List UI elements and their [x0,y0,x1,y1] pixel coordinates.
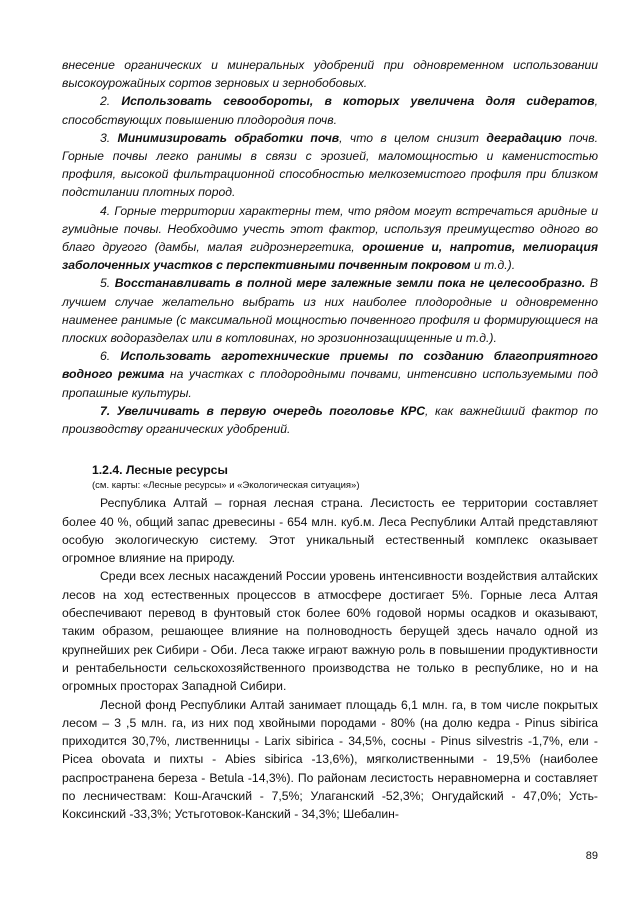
section-gap [62,438,598,462]
page-number: 89 [585,850,598,862]
section-heading: 1.2.4. Лесные ресурсы [92,463,228,478]
paragraph-3: 3. Минимизировать обработки почв, что в целом снизит деградацию почв. Горные почвы легко ранимы в связи с эрозией, маломощностью и каменистостью профиля, высокой фильтрационной способностью мелкоземистого профиля при близком подстилании плотных пород. [62,130,598,200]
section-subnote: (см. карты: «Лесные ресурсы» и «Экологическая ситуация») [92,480,360,492]
paragraph-5: 5. Восстанавливать в полной мере залежные земли пока не целесообразно. В лучшем случае желательно выбрать из них наиболее плодородные и одновременно наименее ранимые (с максимальной мощностью почвенного профиля и формирующиеся на плоских водоразделах или в котловинах, но эрозионнозащищенные и т.д.). [62,276,598,346]
paragraph-7: 7. Увеличивать в первую очередь поголовье КРС, как важнейший фактор по производству органических удобрений. [62,403,598,437]
page-content [62,56,598,824]
paragraph-2: 2. Использовать севообороты, в которых увеличена доля сидератов, способствующих повышению плодородия почв. [62,94,598,127]
paragraph-0: внесение органических и минеральных удобрений при одновременном использовании высокоурожайных сортов зерновых и зернобобовых. [62,58,598,91]
paragraph-4: 4. Горные территории характерны тем, что рядом могут встречаться аридные и гумидные почвы. Необходимо учесть этот фактор, используя преимущество одного во благо другого (дамбы, малая гидроэнергетика, орошение и, напротив, мелиорация заболоченных участков с перспективными почвенным покровом и т.д.). [62,203,599,273]
forest-paragraph-2: Среди всех лесных насаждений России уровень интенсивности воздействия алтайских лесов на ход естественных процессов в атмосфере достигает 5%. Горные леса Алтая обеспечивают перевод в фунтовый сток более 60% годовой нормы осадков и оказывают, таким образом, решающее влияние на полноводность берущей здесь начало одной из крупнейших рек Сибири - Оби. Леса также играют важную роль в повышении продуктивности и рентабельности сельскохозяйственного производства не только в республике, но и на огромных просторах Западной Сибири. [62,569,598,694]
forest-paragraph-3: Лесной фонд Республики Алтай занимает площадь 6,1 млн. га, в том числе покрытых лесом – 3 ,5 млн. га, из них под хвойными породами - 80% (на долю кедра - Pinus sibirica приходится 30,7%, лиственницы - Larix sibirica - 34,5%, сосны - Pinus silvestris -1,7%, ели - Picea obovata и пихты - Abies sibirica -13,6%), мягколиственными - 19,5% (наиболее распространена береза - Betula -14,3%). По районам лесистость неравномерна и составляет по лесничествам: Кош-Агачский - 7,5%; Улаганский -52,3%; Онгудайский - 47,0%; Усть-Коксинский -33,3%; Устьготовок-Канский - 34,3%; Шебалин- [62,697,598,822]
paragraph-6: 6. Использовать агротехнические приемы по созданию благоприятного водного режима на участках с плодородными почвами, интенсивно используемыми под пропашные культуры. [62,349,598,400]
forest-paragraph-1: Республика Алтай – горная лесная страна. Лесистость ее территории составляет более 40 %, общий запас древесины - 654 млн. куб.м. Леса Республики Алтай представляют особую экологическую систему. Этот уникальный естественный комплекс оказывает огромное влияние на природу. [62,496,598,566]
